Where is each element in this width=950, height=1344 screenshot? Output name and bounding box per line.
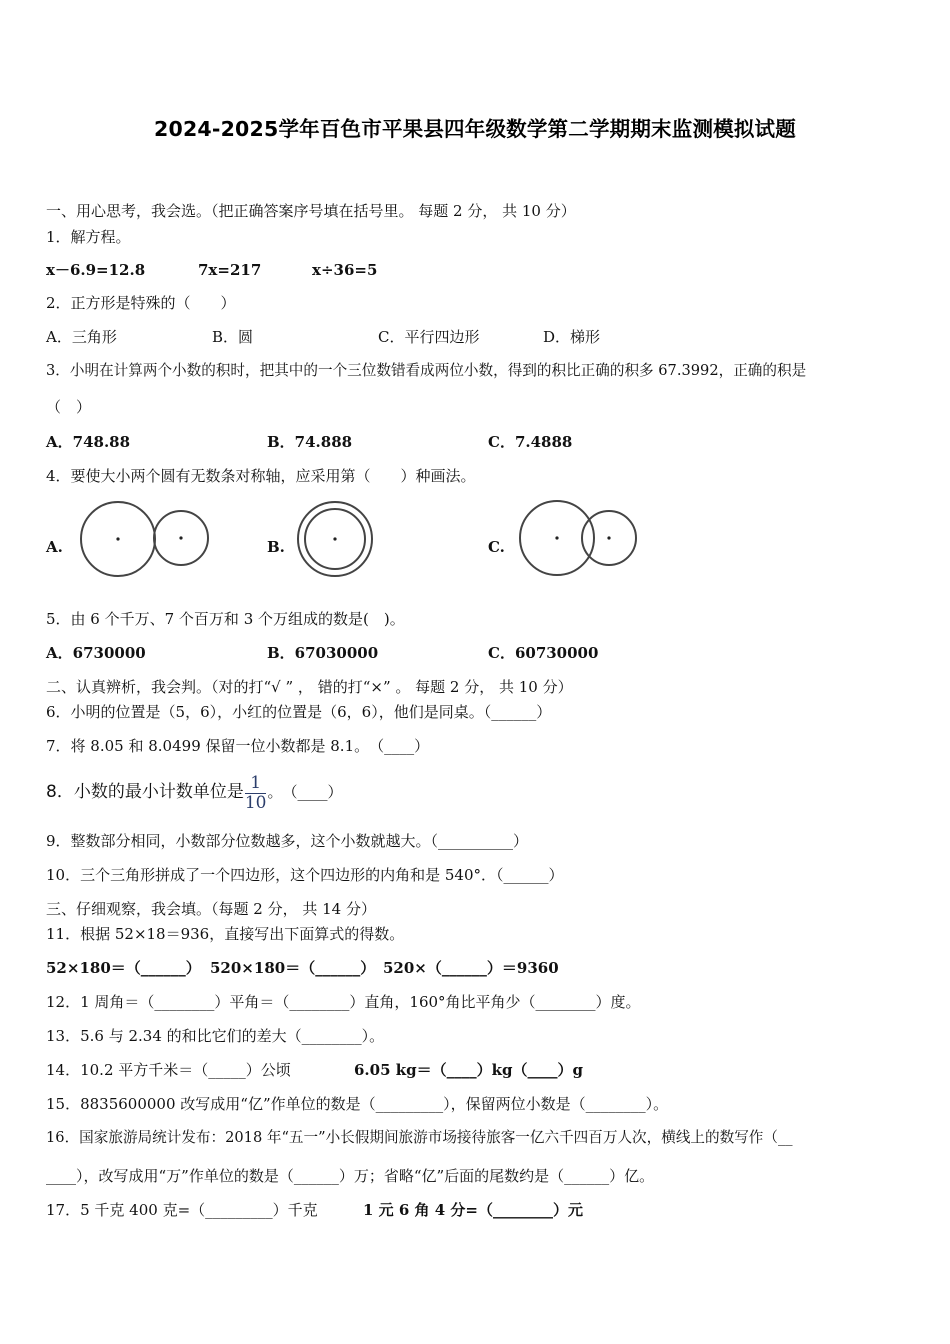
page-title: 2024-2025学年百色市平果县四年级数学第二学期期末监测模拟试题 [154,117,796,141]
q13-text: 13．5.6 与 2.34 的和比它们的差大（________）。 [46,1027,385,1045]
q3-option-b: B．74.888 [267,433,353,451]
q4-circle-figures [0,0,950,600]
q4-figure-c [520,501,636,575]
q5-option-a: A．6730000 [46,644,146,662]
q2-option-c: C．平行四边形 [378,328,480,346]
q11-expression-2: 520×180＝（______） [210,959,376,977]
q5-option-b: B．67030000 [267,644,379,662]
q4-stem: 4．要使大小两个圆有无数条对称轴，应采用第（ ）种画法。 [46,467,476,485]
q12-text: 12．1 周角＝（________）平角＝（________）直角，160°角比平角少（________）度。 [46,993,641,1011]
q3-option-a: A．748.88 [46,433,131,451]
q4-figure-a [81,502,208,576]
section-1-heading: 一、用心思考，我会选。（把正确答案序号填在括号里。 每题 2 分， 共 10 分） [46,202,576,220]
q4-option-c-label: C. [488,538,505,556]
q5-stem: 5．由 6 个千万、7 个百万和 3 个万组成的数是( )。 [46,610,405,628]
q17-part-2: 1 元 6 角 4 分=（________）元 [363,1201,583,1219]
figure-c-small-center [607,536,610,539]
q7-text: 7．将 8.05 和 8.0499 保留一位小数都是 8.1。 （____） [46,737,430,755]
section-2-heading: 二、认真辨析，我会判。（对的打“√ ” ， 错的打“×” 。 每题 2 分， 共 10 分） [46,678,573,696]
q11-stem: 11．根据 52×18＝936，直接写出下面算式的得数。 [46,925,405,943]
q10-text: 10．三个三角形拼成了一个四边形，这个四边形的内角和是 540°．（______） [46,866,564,884]
figure-b-center [333,537,336,540]
q2-option-d: D．梯形 [543,328,601,346]
q9-text: 9．整数部分相同，小数部分位数越多，这个小数就越大。（__________） [46,832,529,850]
q8-line [46,768,342,816]
q4-option-b-label: B. [267,538,285,556]
q2-option-a: A．三角形 [46,328,117,346]
q8-fraction [245,774,267,813]
q8-fraction-numerator: 1 [245,774,267,794]
q6-text: 6．小明的位置是（5，6），小红的位置是（6，6），他们是同桌。（______） [46,703,552,721]
q1-equation-3: x÷36=5 [312,261,378,279]
q8-text-before: 8．小数的最小计数单位是 [46,782,244,802]
q14-part-1: 14．10.2 平方千米＝（_____）公顷 [46,1061,291,1079]
figure-a-small-center [179,536,182,539]
q2-stem: 2．正方形是特殊的（ ） [46,294,236,312]
q1-stem: 1．解方程。 [46,228,131,246]
q15-text: 15．8835600000 改写成用“亿”作单位的数是（_________），保留两位小数是（________）。 [46,1095,669,1113]
q14-part-2: 6.05 kg＝（____）kg（____）g [354,1061,584,1079]
q3-stem: 3．小明在计算两个小数的积时，把其中的一个三位数错看成两位小数，得到的积比正确的积多 67.3992，正确的积是 [46,362,807,379]
q2-option-b: B．圆 [212,328,254,346]
q4-option-a-label: A. [46,538,63,556]
q16-line-2: ____），改写成用“万”作单位的数是（______）万；省略“亿”后面的尾数约是（______）亿。 [46,1167,655,1185]
q8-text-after: 。 （____） [267,783,343,801]
q1-equation-1: x－6.9=12.8 [46,261,146,279]
q17-part-1: 17．5 千克 400 克=（_________）千克 [46,1201,318,1219]
q8-fraction-denominator: 10 [244,792,267,813]
q11-expression-3: 520×（______）＝9360 [383,959,559,977]
section-3-heading: 三、仔细观察，我会填。（每题 2 分， 共 14 分） [46,900,376,918]
figure-c-large-center [555,536,558,539]
q5-option-c: C．60730000 [488,644,599,662]
q3-stem-continued: （ ） [46,398,92,416]
q16-line-1: 16．国家旅游局统计发布：2018 年“五一”小长假期间旅游市场接待旅客一亿六千四百万人次，横线上的数写作（__ [46,1129,793,1146]
figure-a-large-center [116,537,119,540]
q1-equation-2: 7x=217 [198,261,262,279]
q11-expression-1: 52×180＝（______） [46,959,201,977]
q3-option-c: C．7.4888 [488,433,573,451]
